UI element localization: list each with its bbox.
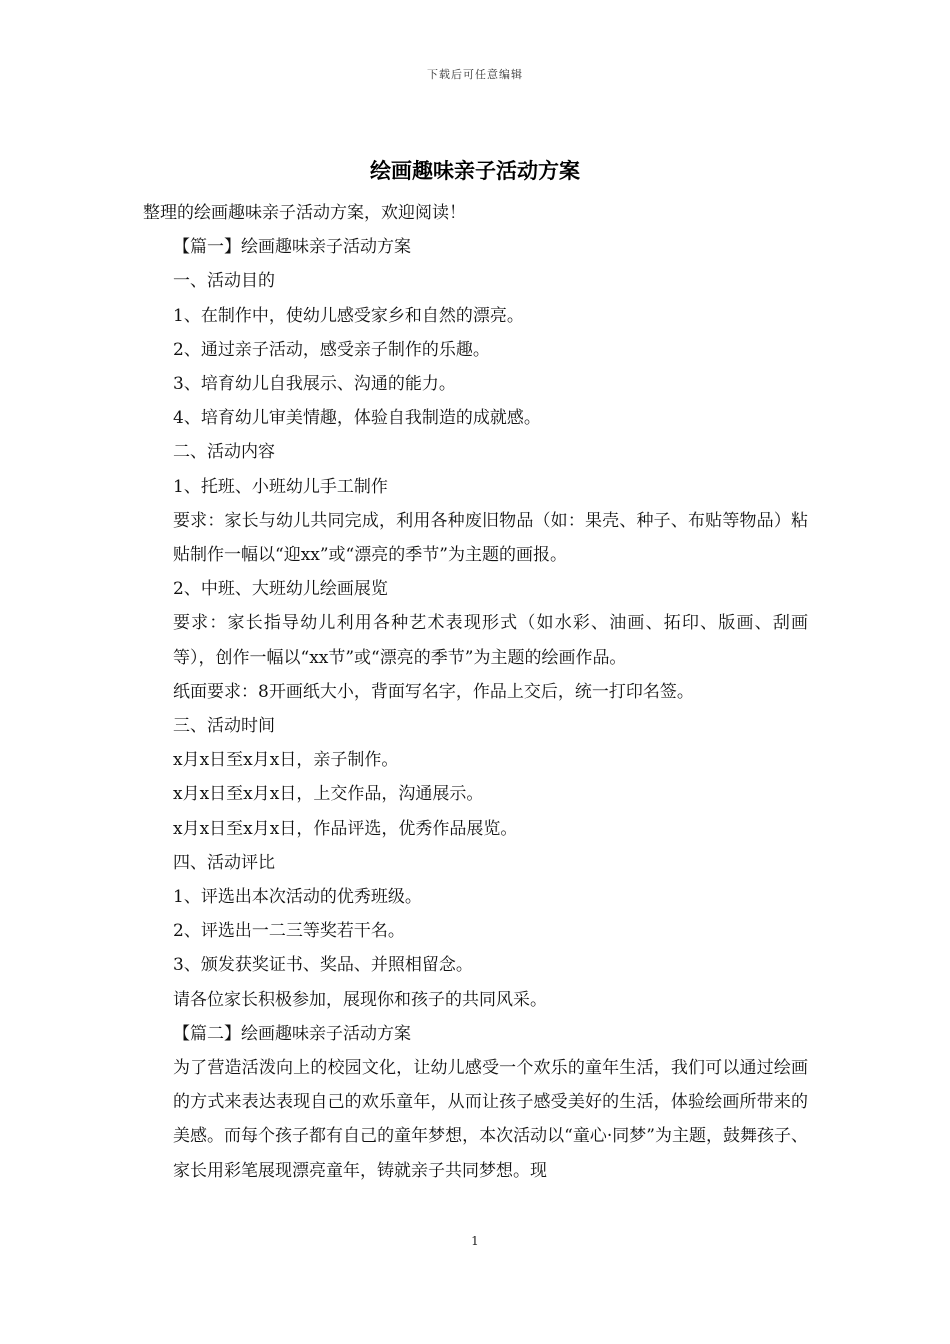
list-item: 2、中班、大班幼儿绘画展览 xyxy=(173,579,388,600)
header-note: 下载后可任意编辑 xyxy=(427,68,523,81)
section-heading: 【篇二】绘画趣味亲子活动方案 xyxy=(173,1023,411,1044)
paragraph: 要求：家长指导幼儿利用各种艺术表现形式（如水彩、油画、拓印、版画、刮画等），创作一幅以“xx节”或“漂亮的季节”为主题的绘画作品。 xyxy=(173,613,808,668)
document-body xyxy=(143,196,808,1188)
list-item: x月x日至x月x日，作品评选，优秀作品展览。 xyxy=(173,818,518,839)
subsection-heading: 三、活动时间 xyxy=(173,716,275,737)
paragraph: 请各位家长积极参加，展现你和孩子的共同风采。 xyxy=(173,989,547,1010)
subsection-heading: 四、活动评比 xyxy=(173,852,275,873)
paragraph: 整理的绘画趣味亲子活动方案，欢迎阅读！ xyxy=(143,203,466,223)
list-item: 3、培育幼儿自我展示、沟通的能力。 xyxy=(173,374,456,395)
list-item: 1、在制作中，使幼儿感受家乡和自然的漂亮。 xyxy=(173,305,524,326)
list-item: 1、评选出本次活动的优秀班级。 xyxy=(173,887,422,908)
list-item: x月x日至x月x日，上交作品，沟通展示。 xyxy=(173,784,484,805)
subsection-heading: 一、活动目的 xyxy=(173,271,275,292)
page-number: 1 xyxy=(471,1234,479,1248)
paragraph: 为了营造活泼向上的校园文化，让幼儿感受一个欢乐的童年生活，我们可以通过绘画的方式来表达表现自己的欢乐童年，从而让孩子感受美好的生活，体验绘画所带来的美感。而每个孩子都有自己的童年梦想，本次活动以“童心·同梦”为主题，鼓舞孩子、家长用彩笔展现漂亮童年，铸就亲子共同梦想。现 xyxy=(173,1058,808,1181)
list-item: 1、托班、小班幼儿手工制作 xyxy=(173,476,388,497)
subsection-heading: 二、活动内容 xyxy=(173,442,275,463)
section-heading: 【篇一】绘画趣味亲子活动方案 xyxy=(173,237,411,258)
paragraph: 纸面要求：8开画纸大小，背面写名字，作品上交后，统一打印名签。 xyxy=(173,681,694,702)
list-item: 2、评选出一二三等奖若干名。 xyxy=(173,921,405,942)
list-item: x月x日至x月x日，亲子制作。 xyxy=(173,750,399,771)
document-title: 绘画趣味亲子活动方案 xyxy=(370,158,580,183)
paragraph: 要求：家长与幼儿共同完成，利用各种废旧物品（如：果壳、种子、布贴等物品）粘贴制作一幅以“迎xx”或“漂亮的季节”为主题的画报。 xyxy=(173,510,808,566)
list-item: 4、培育幼儿审美情趣，体验自我制造的成就感。 xyxy=(173,408,541,429)
list-item: 3、颁发获奖证书、奖品、并照相留念。 xyxy=(173,955,473,976)
list-item: 2、通过亲子活动，感受亲子制作的乐趣。 xyxy=(173,339,490,360)
